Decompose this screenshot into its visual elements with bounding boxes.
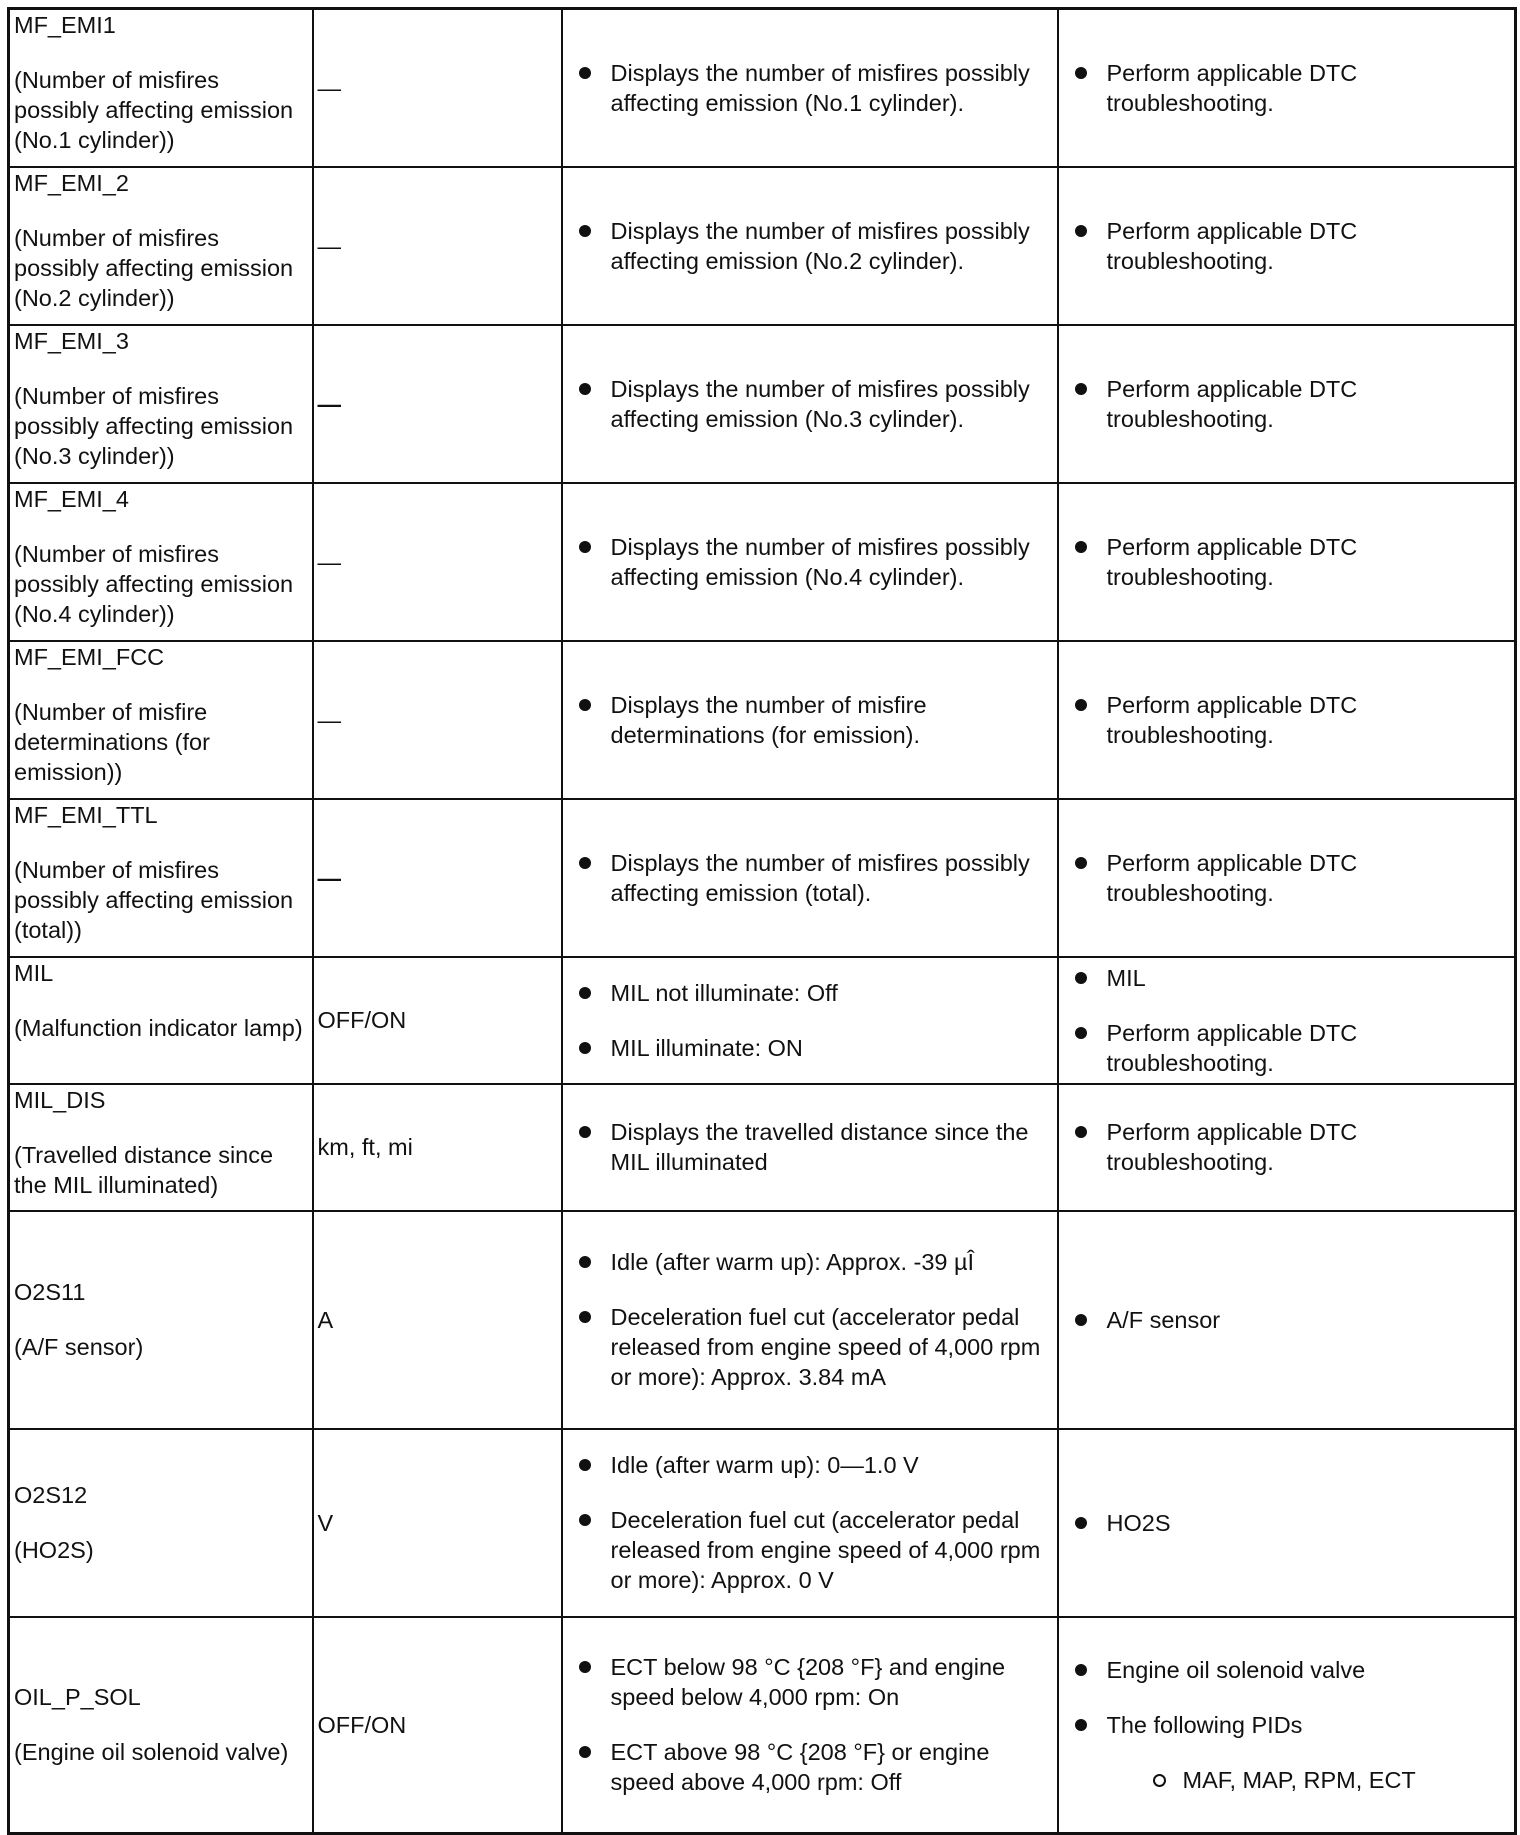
condition-cell	[562, 641, 1058, 799]
inspection-cell	[1058, 325, 1516, 483]
inspection-cell	[1058, 641, 1516, 799]
table-row	[9, 799, 1516, 957]
condition-item: MIL illuminate: ON	[611, 1033, 1051, 1063]
unit-value: A	[317, 1306, 334, 1333]
condition-list	[567, 216, 1051, 276]
condition-cell	[562, 1617, 1058, 1834]
pid-cell	[9, 9, 313, 167]
pid-description: (Number of misfires possibly affecting emission (No.1 cylinder))	[14, 67, 294, 153]
pid-name: MF_EMI_TTL	[14, 801, 158, 828]
pid-name: MIL_DIS	[14, 1086, 106, 1113]
pid-cell	[9, 641, 313, 799]
pid-cell	[9, 1084, 313, 1211]
inspection-item: Perform applicable DTC troubleshooting.	[1107, 1117, 1509, 1177]
inspection-list	[1063, 374, 1509, 434]
inspection-item	[1107, 1710, 1509, 1795]
table-row	[9, 1211, 1516, 1429]
pid-description: (Number of misfires possibly affecting emission (No.4 cylinder))	[14, 540, 294, 627]
inspection-sublist	[1107, 1765, 1509, 1795]
unit-cell	[313, 325, 562, 483]
unit-value: —	[317, 74, 341, 101]
inspection-cell	[1058, 957, 1516, 1084]
unit-cell	[313, 799, 562, 957]
inspection-item: HO2S	[1107, 1508, 1509, 1538]
unit-cell	[313, 1211, 562, 1429]
unit-cell	[313, 483, 562, 641]
inspection-item-text: The following PIDs	[1106, 1711, 1303, 1738]
condition-item: Displays the number of misfires possibly affecting emission (total).	[611, 848, 1051, 908]
inspection-item: A/F sensor	[1107, 1305, 1509, 1335]
pid-description: (Number of misfires possibly affecting emission (total))	[14, 856, 294, 943]
inspection-item: Perform applicable DTC troubleshooting.	[1107, 1018, 1509, 1078]
pid-monitor-table	[7, 7, 1517, 1835]
condition-item: Displays the number of misfires possibly affecting emission (No.2 cylinder).	[611, 216, 1051, 276]
unit-value: —	[317, 232, 341, 259]
unit-value: —	[317, 548, 341, 575]
inspection-item: Perform applicable DTC troubleshooting.	[1107, 58, 1509, 118]
unit-value: —	[317, 390, 341, 417]
condition-item: Displays the travelled distance since the MIL illuminated	[611, 1117, 1051, 1177]
pid-name: O2S11	[14, 1279, 86, 1305]
pid-description: (Engine oil solenoid valve)	[14, 1739, 289, 1766]
inspection-item: Perform applicable DTC troubleshooting.	[1107, 216, 1509, 276]
unit-cell	[313, 1617, 562, 1834]
inspection-list	[1063, 58, 1509, 118]
pid-cell	[9, 325, 313, 483]
table-row	[9, 1617, 1516, 1834]
inspection-subitem: MAF, MAP, RPM, ECT	[1183, 1765, 1509, 1795]
condition-item: Idle (after warm up): 0—1.0 V	[611, 1450, 1051, 1480]
inspection-cell	[1058, 799, 1516, 957]
pid-cell	[9, 1211, 313, 1429]
pid-cell	[9, 799, 313, 957]
unit-cell	[313, 167, 562, 325]
table-row	[9, 167, 1516, 325]
pid-name: O2S12	[14, 1482, 88, 1508]
pid-description: (Number of misfires possibly affecting emission (No.3 cylinder))	[14, 382, 294, 469]
pid-description: (Number of misfire determinations (for emission))	[14, 698, 210, 785]
inspection-list	[1063, 1305, 1509, 1335]
unit-cell	[313, 641, 562, 799]
condition-list	[567, 848, 1051, 908]
pid-cell	[9, 167, 313, 325]
pid-name: MF_EMI_2	[14, 169, 129, 196]
pid-name: MF_EMI_3	[14, 327, 129, 354]
condition-item: Deceleration fuel cut (accelerator pedal released from engine speed of 4,000 rpm or more): Approx. 0 V	[611, 1505, 1051, 1595]
condition-item: Displays the number of misfires possibly affecting emission (No.1 cylinder).	[611, 58, 1051, 118]
pid-name: OIL_P_SOL	[14, 1684, 141, 1711]
pid-cell	[9, 1617, 313, 1834]
condition-list	[567, 1450, 1051, 1595]
condition-item: MIL not illuminate: Off	[611, 978, 1051, 1008]
unit-value: km, ft, mi	[317, 1134, 413, 1160]
unit-value: OFF/ON	[317, 1007, 407, 1033]
condition-item: ECT above 98 °C {208 °F} or engine speed above 4,000 rpm: Off	[611, 1737, 1051, 1797]
condition-cell	[562, 1429, 1058, 1617]
condition-cell	[562, 799, 1058, 957]
inspection-cell	[1058, 1084, 1516, 1211]
condition-item: Deceleration fuel cut (accelerator pedal released from engine speed of 4,000 rpm or more): Approx. 3.84 mA	[611, 1302, 1051, 1392]
pid-name: MIL	[14, 959, 54, 986]
unit-cell	[313, 9, 562, 167]
inspection-list	[1063, 1655, 1509, 1795]
condition-item: ECT below 98 °C {208 °F} and engine speed below 4,000 rpm: On	[611, 1652, 1051, 1712]
condition-cell	[562, 1084, 1058, 1211]
inspection-list	[1063, 216, 1509, 276]
condition-list	[567, 1247, 1051, 1392]
inspection-list	[1063, 1117, 1509, 1177]
unit-cell	[313, 1084, 562, 1211]
inspection-item: Engine oil solenoid valve	[1107, 1655, 1509, 1685]
unit-value: OFF/ON	[317, 1711, 407, 1738]
pid-description: (Number of misfires possibly affecting emission (No.2 cylinder))	[14, 224, 294, 311]
condition-cell	[562, 325, 1058, 483]
table-row	[9, 9, 1516, 167]
unit-value: —	[317, 706, 341, 733]
inspection-item: Perform applicable DTC troubleshooting.	[1107, 848, 1509, 908]
condition-item: Displays the number of misfires possibly affecting emission (No.3 cylinder).	[611, 374, 1051, 434]
inspection-item: Perform applicable DTC troubleshooting.	[1107, 532, 1509, 592]
condition-cell	[562, 9, 1058, 167]
pid-description: (Travelled distance since the MIL illuminated)	[14, 1141, 274, 1198]
table-row	[9, 1429, 1516, 1617]
condition-cell	[562, 1211, 1058, 1429]
pid-name: MF_EMI_4	[14, 485, 129, 512]
pid-cell	[9, 1429, 313, 1617]
inspection-cell	[1058, 1617, 1516, 1834]
condition-item: Idle (after warm up): Approx. -39 µÎ	[611, 1247, 1051, 1277]
condition-list	[567, 1117, 1051, 1177]
inspection-cell	[1058, 9, 1516, 167]
condition-list	[567, 1652, 1051, 1797]
condition-item: Displays the number of misfire determinations (for emission).	[611, 690, 1051, 750]
table-row	[9, 957, 1516, 1084]
condition-cell	[562, 483, 1058, 641]
inspection-item: Perform applicable DTC troubleshooting.	[1107, 374, 1509, 434]
condition-list	[567, 690, 1051, 750]
pid-description: (A/F sensor)	[14, 1334, 144, 1360]
pid-description: (HO2S)	[14, 1537, 94, 1563]
inspection-cell	[1058, 1429, 1516, 1617]
pid-cell	[9, 483, 313, 641]
unit-value: —	[317, 864, 341, 891]
inspection-list	[1063, 532, 1509, 592]
unit-value: V	[317, 1509, 334, 1536]
inspection-list	[1063, 690, 1509, 750]
condition-item: Displays the number of misfires possibly affecting emission (No.4 cylinder).	[611, 532, 1051, 592]
inspection-cell	[1058, 1211, 1516, 1429]
table-row	[9, 641, 1516, 799]
condition-list	[567, 532, 1051, 592]
condition-list	[567, 978, 1051, 1063]
inspection-list	[1063, 1508, 1509, 1538]
table-row	[9, 1084, 1516, 1211]
pid-description: (Malfunction indicator lamp)	[14, 1014, 303, 1041]
inspection-cell	[1058, 483, 1516, 641]
pid-cell	[9, 957, 313, 1084]
inspection-cell	[1058, 167, 1516, 325]
inspection-item: Perform applicable DTC troubleshooting.	[1107, 690, 1509, 750]
inspection-list	[1063, 963, 1509, 1078]
unit-cell	[313, 957, 562, 1084]
pid-name: MF_EMI_FCC	[14, 643, 165, 670]
condition-cell	[562, 167, 1058, 325]
inspection-list	[1063, 848, 1509, 908]
condition-list	[567, 374, 1051, 434]
condition-cell	[562, 957, 1058, 1084]
table-row	[9, 325, 1516, 483]
pid-name: MF_EMI1	[14, 12, 116, 38]
inspection-item: MIL	[1107, 963, 1509, 993]
unit-cell	[313, 1429, 562, 1617]
condition-list	[567, 58, 1051, 118]
table-row	[9, 483, 1516, 641]
